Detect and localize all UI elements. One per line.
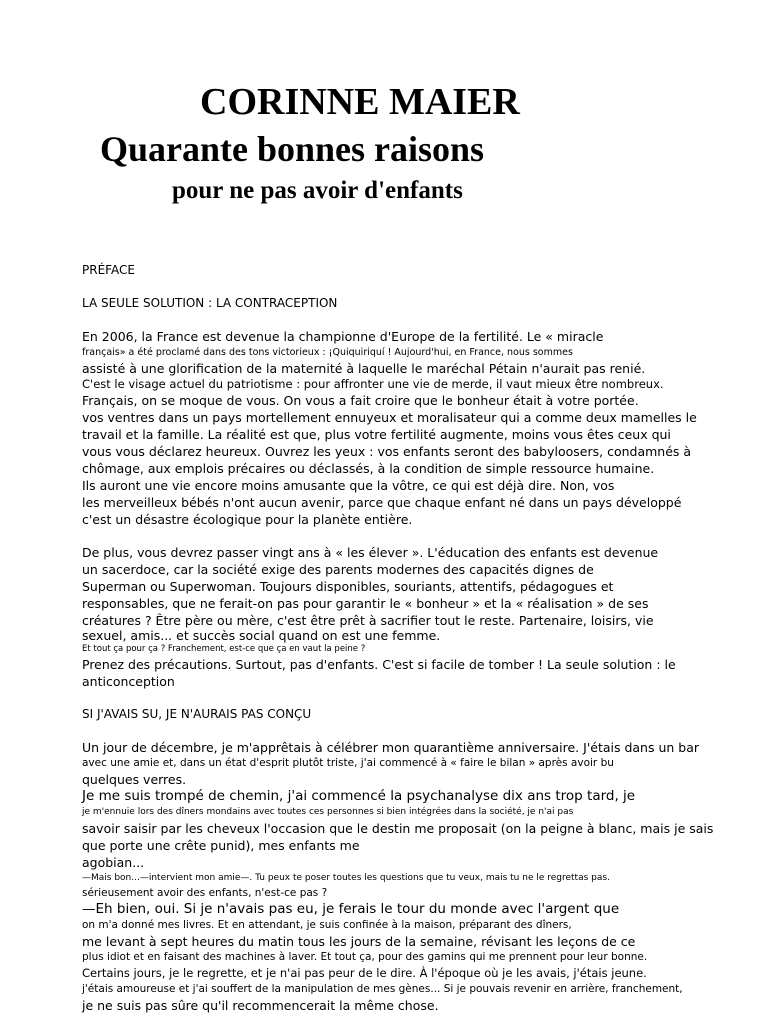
paragraph-birthday [82,739,722,1014]
text-line: —Eh bien, oui. Si je n'avais pas eu, je ferais le tour du monde avec l'argent que [82,901,620,917]
author-name: CORINNE MAIER [200,81,520,123]
text-line: Un jour de décembre, je m'apprêtais à célébrer mon quarantième anniversaire. J'étais dans un bar [82,740,700,755]
text-line-small: avec une amie et, dans un état d'esprit plutôt triste, j'ai commencé à « faire le bilan » après avoir bu [82,757,614,769]
text-line: agobian... [82,855,145,870]
text-line: je ne suis pas sûre qu'il recommencerait la même chose. [82,998,439,1013]
paragraph-education [82,544,722,690]
text-line: créatures ? Être père ou mère, c'est être prêt à sacrifier tout le reste. Partenaire, loisirs, vie [82,613,654,628]
text-line-small: sérieusement avoir des enfants, n'est-ce pas ? [82,887,328,899]
text-line: Superman ou Superwoman. Toujours disponibles, souriants, attentifs, pédagogues et [82,579,614,594]
text-line: anticonception [82,674,175,689]
text-line: En 2006, la France est devenue la championne d'Europe de la fertilité. Le « miracle [82,329,604,344]
text-line: Ils auront une vie encore moins amusante que la vôtre, ce qui est déjà dire. Non, vos [82,478,615,493]
text-line: quelques verres. [82,772,187,787]
text-line: travail et la famille. La réalité est que, plus votre fertilité augmente, moins vous êtes ceux qui [82,427,671,442]
text-line: savoir saisir par les cheveux l'occasion que le destin me proposait (on la peigne à blanc, mais je sais [82,821,714,836]
text-line: responsables, que ne ferait-on pas pour garantir le « bonheur » et la « réalisation » de ses [82,596,649,611]
text-line-small: on m'a donné mes livres. Et en attendant, je suis confinée à la maison, préparant des dîners, [82,919,572,931]
text-line: Je me suis trompé de chemin, j'ai commencé la psychanalyse dix ans trop tard, je [82,788,636,804]
text-line-small: Et tout ça pour ça ? Franchement, est-ce que ça en vaut la peine ? [82,644,366,654]
text-line-small: plus idiot et en faisant des machines à laver. Et tout ça, pour des gamins qui me prennent pour leur bonne. [82,951,648,963]
text-line: un sacerdoce, car la société exige des parents modernes des capacités dignes de [82,562,594,577]
preface-label: PRÉFACE [82,263,135,277]
text-line: me levant à sept heures du matin tous les jours de la semaine, révisant les leçons de ce [82,934,636,949]
text-line: Prenez des précautions. Surtout, pas d'enfants. C'est si facile de tomber ! La seule solution : le [82,657,676,672]
text-line: C'est le visage actuel du patriotisme : pour affronter une vie de merde, il vaut mieux être nombreux. [82,377,664,391]
section-heading-regret: SI J'AVAIS SU, JE N'AURAIS PAS CONÇU [82,707,312,721]
document-body [82,262,722,1014]
text-line-small: je m'ennuie lors des dîners mondains avec toutes ces personnes si bien intégrées dans la société, je n'ai pas [82,807,574,817]
text-line-small: j'étais amoureuse et j'ai souffert de la manipulation de mes gènes... Si je pouvais revenir en arrière, franchement, [82,983,683,995]
text-line: assisté à une glorification de la maternité à laquelle le maréchal Pétain n'aurait pas renié. [82,361,646,376]
book-title: Quarante bonnes raisons [100,129,485,169]
text-line: Certains jours, je le regrette, et je n'ai pas peur de le dire. À l'époque où je les avais, j'étais jeune. [82,966,647,980]
text-line: vous vous déclarez heureux. Ouvrez les yeux : vos enfants seront des babyloosers, condamnés à [82,444,692,459]
text-line: chômage, aux emplois précaires ou déclassés, à la condition de simple ressource humaine. [82,461,655,476]
text-line: Français, on se moque de vous. On vous a fait croire que le bonheur était à votre portée. [82,393,639,408]
book-subtitle: pour ne pas avoir d'enfants [172,177,463,204]
text-line: français» a été proclamé dans des tons victorieux : ¡Quiquiriquí ! Aujourd'hui, en France, nous sommes [82,347,573,358]
text-line: les merveilleux bébés n'ont aucun avenir, parce que chaque enfant né dans un pays développé [82,495,682,510]
text-line: sexuel, amis... et succès social quand on est une femme. [82,628,441,643]
text-line-small: —Mais bon...—intervient mon amie—. Tu peux te poser toutes les questions que tu veux, mais tu ne le regrettas pas. [82,873,610,883]
text-line: que porte une crête punid), mes enfants me [82,838,360,853]
text-line: c'est un désastre écologique pour la planète entière. [82,512,413,527]
paragraph-fertility [82,328,722,528]
text-line: vos ventres dans un pays mortellement ennuyeux et moralisateur qui a comme deux mamelles le [82,410,697,425]
text-line: De plus, vous devrez passer vingt ans à « les élever ». L'éducation des enfants est devenue [82,545,659,560]
section-heading-contraception: LA SEULE SOLUTION : LA CONTRACEPTION [82,296,338,310]
